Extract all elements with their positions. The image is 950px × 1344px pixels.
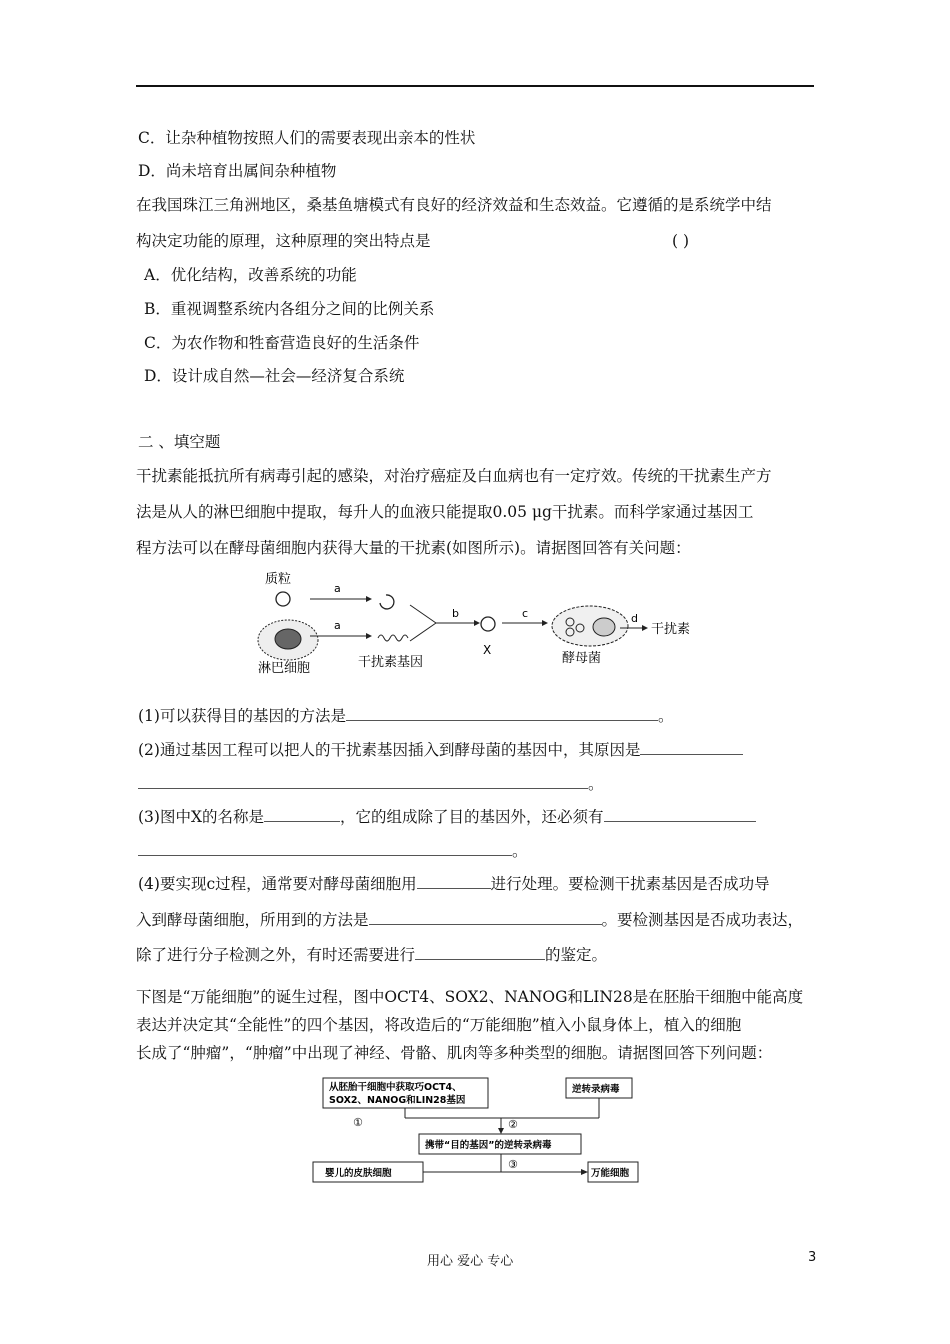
step-2-label: ②	[508, 1118, 518, 1131]
answer-blank-4c[interactable]	[415, 945, 545, 960]
mulberry-option-c: C．为农作物和牲畜营造良好的生活条件	[144, 334, 420, 352]
plasmid-label: 质粒	[265, 572, 292, 587]
arrow-a1-label: a	[334, 582, 341, 595]
question-3-continued: 。	[138, 841, 528, 861]
answer-blank-4b[interactable]	[369, 910, 602, 925]
interferon-intro-line2: 法是从人的淋巴细胞中提取，每升人的血液只能提取0.05 μg干扰素。而科学家通过基因工	[136, 503, 754, 521]
stemcell-figure	[305, 1072, 650, 1192]
answer-paren: ( )	[672, 232, 690, 250]
box-universal-cell-text: 万能细胞	[591, 1168, 630, 1179]
stemcell-line2: 表达并决定其“全能性”的四个基因，将改造后的“万能细胞”植入小鼠身体上，植入的细胞	[136, 1016, 742, 1034]
interferon-intro-line1: 干扰素能抵抗所有病毒引起的感染，对治疗癌症及白血病也有一定疗效。传统的干扰素生产方	[136, 467, 772, 485]
arrow-c-head	[542, 620, 548, 626]
x-label: X	[483, 643, 492, 657]
yeast-cell	[552, 606, 628, 646]
answer-blank-2a[interactable]	[640, 740, 743, 755]
plasmid-circle	[276, 592, 290, 606]
mulberry-option-d: D．设计成自然—社会—经济复合系统	[144, 367, 405, 385]
question-2-continued: 。	[138, 774, 604, 794]
yeast-label: 酵母菌	[562, 651, 602, 666]
lymph-label: 淋巴细胞	[258, 661, 311, 675]
box-retrovirus-text: 逆转录病毒	[572, 1084, 620, 1095]
arrow-b-label: b	[452, 607, 459, 620]
arrow-a1-head	[366, 596, 372, 602]
option-d-prev: D．尚未培育出属间杂种植物	[138, 162, 337, 180]
footer-motto: 用心 爱心 专心	[427, 1254, 514, 1269]
box-stem-genes-line1: 从胚胎干细胞中获取巧OCT4、	[329, 1082, 462, 1093]
yeast-nucleus	[593, 618, 615, 636]
opened-plasmid	[380, 595, 394, 609]
x-circle	[481, 617, 495, 631]
mulberry-stem-line2: 构决定功能的原理，这种原理的突出特点是	[136, 232, 431, 250]
question-4-line3: 除了进行分子检测之外，有时还需要进行 的鉴定。	[136, 946, 608, 964]
step-3-label: ③	[508, 1158, 518, 1171]
mulberry-option-a: A．优化结构，改善系统的功能	[144, 266, 357, 284]
stemcell-line3: 长成了“肿瘤”，“肿瘤”中出现了神经、骨骼、肌肉等多种类型的细胞。请据图回答下列问题：	[136, 1044, 773, 1062]
answer-blank-3b[interactable]	[604, 807, 756, 822]
mulberry-option-b: B．重视调整系统内各组分之间的比例关系	[144, 300, 435, 318]
page-number: 3	[808, 1250, 817, 1265]
answer-blank-3a[interactable]	[264, 807, 340, 822]
question-4-line2: 入到酵母菌细胞，所用到的方法是 。要检测基因是否成功表达，	[136, 911, 804, 929]
arrow-b-head	[474, 620, 480, 626]
step-1-label: ①	[353, 1116, 363, 1129]
box-carrier-virus-text: 携带“目的基因”的逆转录病毒	[425, 1140, 552, 1151]
arrow-a2-head	[366, 633, 372, 639]
option-c-prev: C．让杂种植物按照人们的需要表现出亲本的性状	[138, 129, 476, 147]
product-label: 干扰素	[651, 622, 691, 637]
gene-label: 干扰素基因	[358, 655, 424, 670]
arrow-d-label: d	[631, 612, 638, 625]
section-title: 二 、填空题	[138, 433, 221, 451]
box-skin-cell-text: 婴儿的皮肤细胞	[325, 1168, 392, 1179]
header-rule	[136, 85, 814, 87]
answer-blank-4a[interactable]	[417, 874, 491, 889]
arrow-d-head	[642, 625, 648, 631]
question-1: (1)可以获得目的基因的方法是 。	[138, 707, 674, 725]
stemcell-line1: 下图是“万能细胞”的诞生过程，图中OCT4、SOX2、NANOG和LIN28是在胚胎干细胞中能高度	[136, 988, 804, 1006]
interferon-intro-line3: 程方法可以在酵母菌细胞内获得大量的干扰素(如图所示)。请据图回答有关问题：	[136, 539, 691, 557]
arrow-a2-label: a	[334, 619, 341, 632]
merge-line-top	[410, 605, 436, 623]
question-2: (2)通过基因工程可以把人的干扰素基因插入到酵母菌的基因中，其原因是	[138, 740, 743, 760]
question-3: (3)图中X的名称是 ，它的组成除了目的基因外，还必须有	[138, 807, 756, 827]
interferon-figure	[250, 565, 710, 675]
answer-blank-1[interactable]	[346, 706, 658, 721]
box-stem-genes-line2: SOX2、NANOG和LIN28基因	[329, 1095, 466, 1106]
answer-blank-2b[interactable]	[138, 774, 588, 789]
question-4-line1: (4)要实现c过程，通常要对酵母菌细胞用 进行处理。要检测干扰素基因是否成功导	[138, 875, 770, 893]
arrow-to-universal-head	[581, 1169, 588, 1175]
arrow-c-label: c	[522, 607, 529, 620]
mulberry-stem-line1: 在我国珠江三角洲地区，桑基鱼塘模式有良好的经济效益和生态效益。它遵循的是系统学中结	[136, 196, 772, 214]
answer-blank-3c[interactable]	[138, 841, 512, 856]
connector-arrowhead	[498, 1128, 504, 1134]
lymph-nucleus	[275, 629, 301, 649]
merge-line-bottom	[410, 623, 436, 641]
gene-wave	[378, 635, 408, 641]
